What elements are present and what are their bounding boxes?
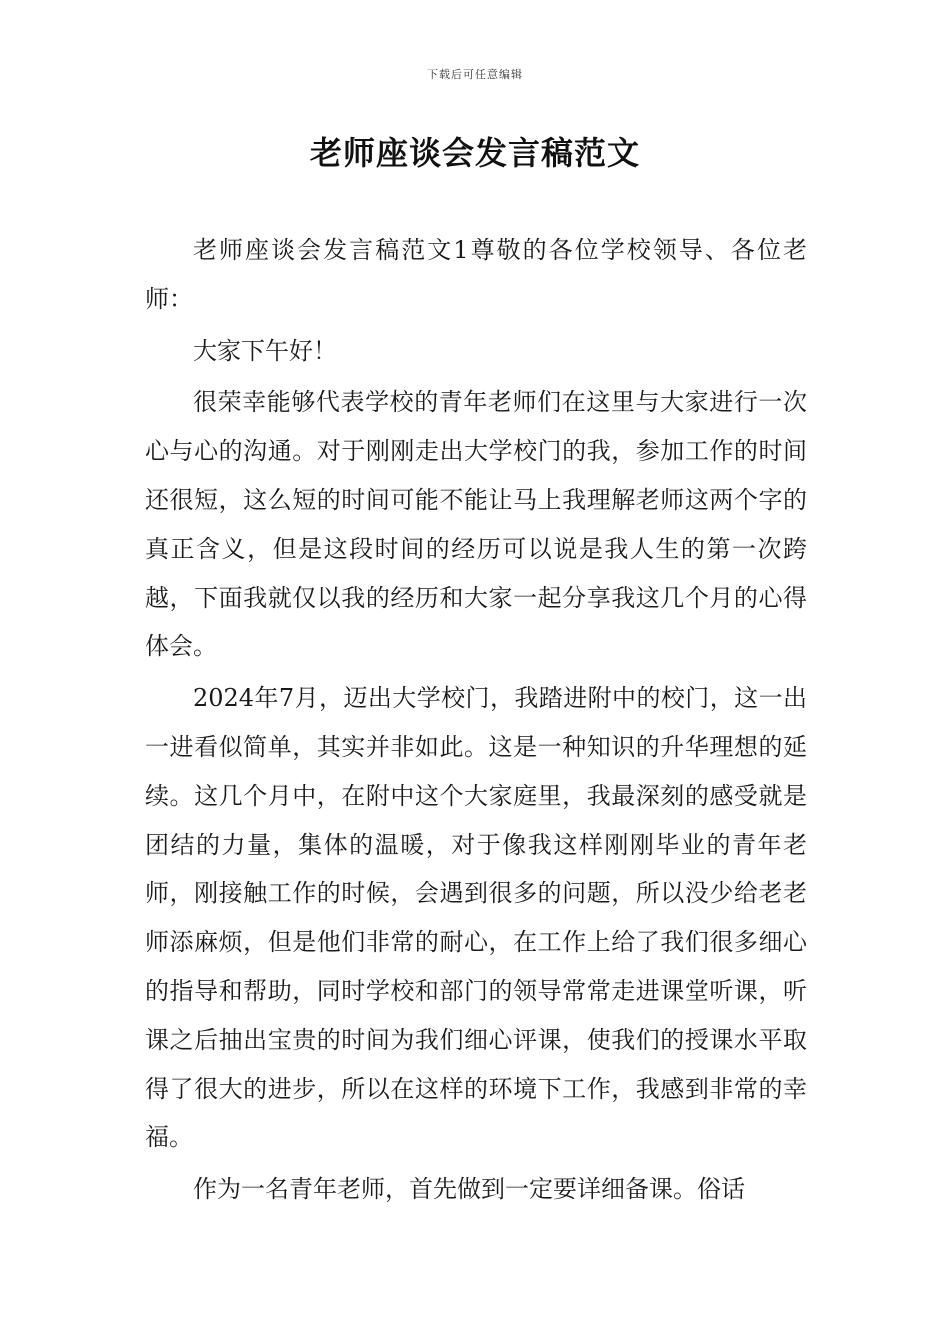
paragraph: 2024年7月，迈出大学校门，我踏进附中的校门，这一出一进看似简单，其实并非如此。这是一种知识的升华理想的延续。这几个月中，在附中这个大家庭里，我最深刻的感受就是团结的力量，集体的温暖，对于像我这样刚刚毕业的青年老师，刚接触工作的时候，会遇到很多的问题，所以没少给老老师添麻烦，但是他们非常的耐心，在工作上给了我们很多细心的指导和帮助，同时学校和部门的领导常常走进课堂听课，听课之后抽出宝贵的时间为我们细心评课，使我们的授课水平取得了很大的进步，所以在这样的环境下工作，我感到非常的幸福。: [145, 684, 807, 1152]
header-note: 下载后可任意编辑: [427, 68, 523, 81]
document-body: [145, 226, 807, 1217]
paragraph: 老师座谈会发言稿范文1尊敬的各位学校领导、各位老师：: [145, 236, 807, 313]
paragraph: 大家下午好！: [193, 336, 337, 365]
paragraph: 作为一名青年老师，首先做到一定要详细备课。俗话: [193, 1175, 745, 1204]
paragraph: 很荣幸能够代表学校的青年老师们在这里与大家进行一次心与心的沟通。对于刚刚走出大学校门的我，参加工作的时间还很短，这么短的时间可能不能让马上我理解老师这两个字的真正含义，但是这段时间的经历可以说是我人生的第一次跨越，下面我就仅以我的经历和大家一起分享我这几个月的心得体会。: [145, 388, 807, 661]
document-title: 老师座谈会发言稿范文: [309, 134, 640, 172]
